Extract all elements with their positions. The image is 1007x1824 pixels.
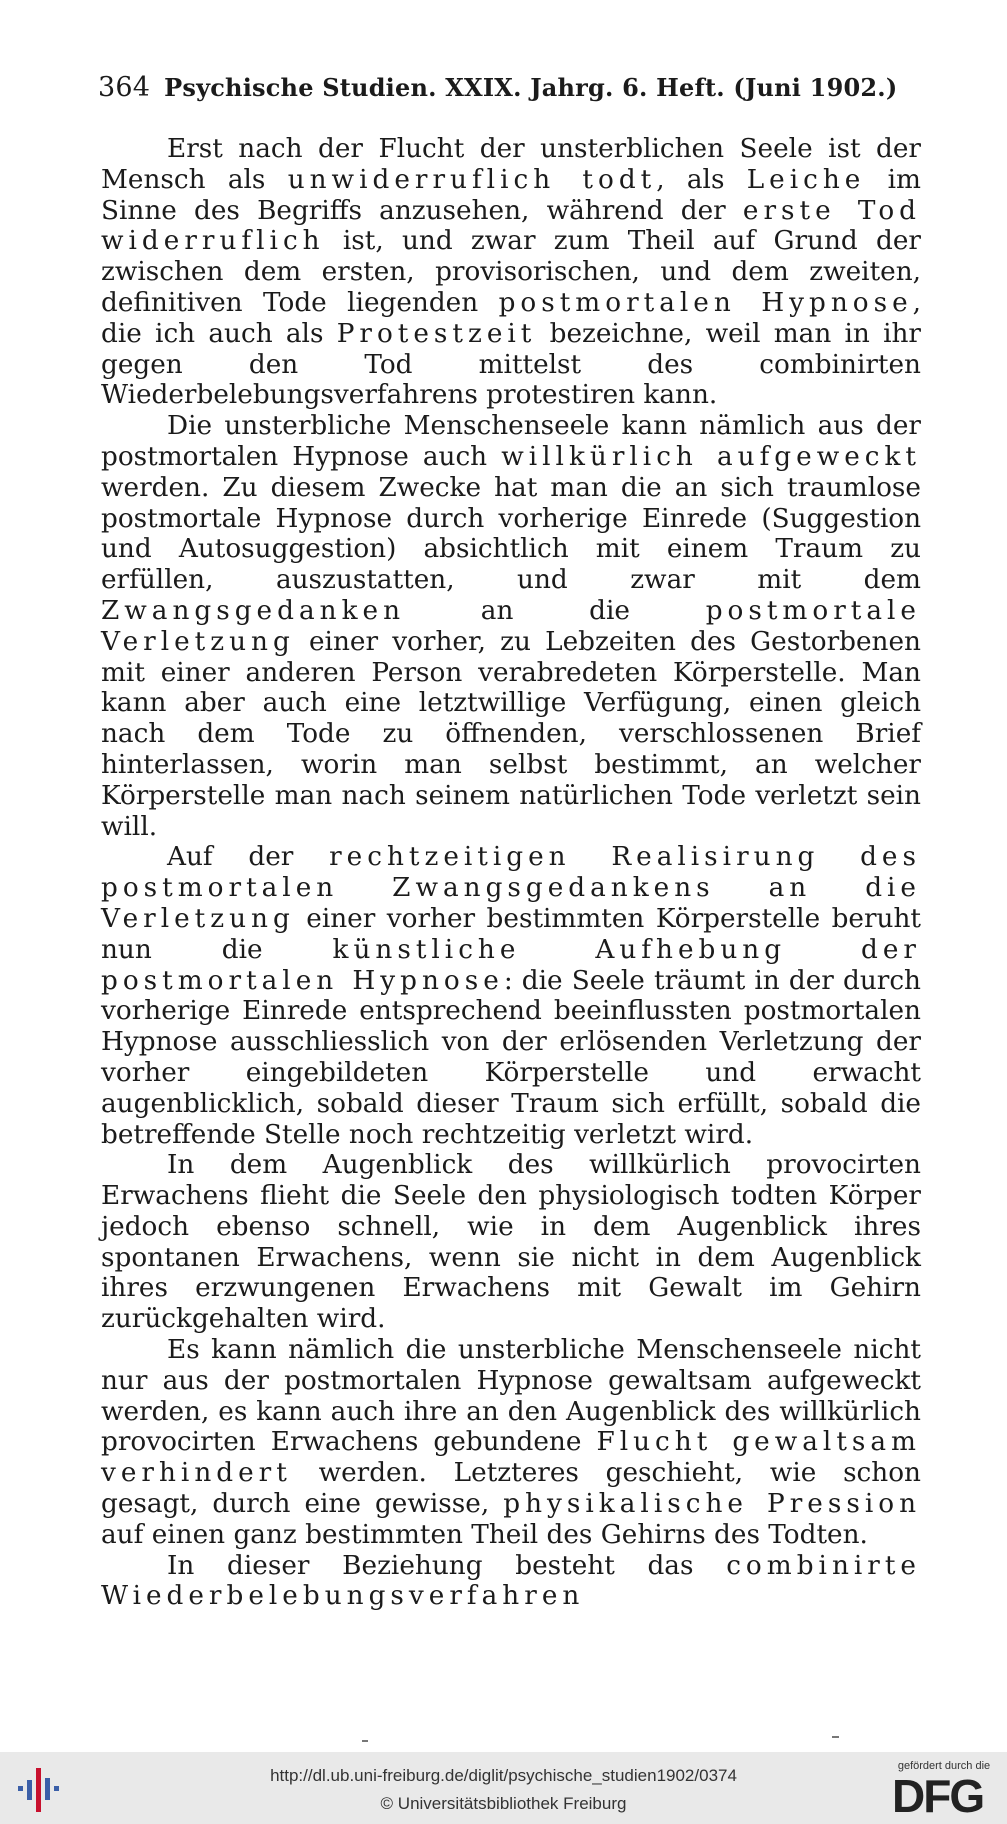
text-run: an die xyxy=(405,595,706,626)
text-run: auf einen ganz bestimmten Theil des Gehirns des Todten. xyxy=(101,1519,868,1550)
text-run: im Sinne des Begriffs anzusehen, während der xyxy=(101,164,921,226)
spaced-emphasis: willkürlich aufgeweckt xyxy=(501,441,921,472)
spaced-emphasis: postmortale Verletzung xyxy=(101,595,921,657)
speck xyxy=(832,1736,839,1738)
spaced-emphasis: Protestzeit xyxy=(336,318,537,349)
spaced-emphasis: combinirte Wiederbelebungsverfahren xyxy=(101,1550,921,1612)
text-run: Auf der xyxy=(167,842,330,873)
funding-note: gefördert durch die xyxy=(897,1760,991,1772)
text-run: : die Seele träumt in der durch vorherige Einrede entsprechend beeinflussten postmortalen Hypnose ausschliesslich von der erlösenden Verletzung der vorher eingebildeten Körperstelle und erwacht augenblicklich, sobald dieser Traum sich erfüllt, sobald die betreffende Stelle noch rechtzeitig verletzt wird. xyxy=(101,965,921,1150)
journal-title: Psychische Studien. XXIX. Jahrg. 6. Heft. (Juni 1902.) xyxy=(164,73,898,102)
text-run: einer vorher, zu Lebzeiten des Gestorbenen mit einer anderen Person verabredeten Körperstelle. Man kann aber auch eine letztwillige Verfügung, einen gleich nach dem Tode zu öffnenden, verschlossenen Brief hinterlassen, worin man selbst bestimmt, an welcher Körperstelle man nach seinem natürlichen Tode verletzt sein will. xyxy=(101,626,921,842)
text-run: einer vorher bestimmten Körperstelle beruht nun die xyxy=(101,903,921,965)
spaced-emphasis: postmortalen Hypnose xyxy=(498,287,913,318)
text-run: werden. Letzteres geschieht, wie schon gesagt, durch eine gewisse, xyxy=(101,1458,921,1520)
text-run: Es kann nämlich die unsterbliche Menschenseele nicht nur aus der postmortalen Hypnose gewaltsam aufgeweckt werden, es kann auch ihre an den Augenblick des willkürlich provocirten Erwachens gebundene xyxy=(101,1335,921,1458)
dfg-logo xyxy=(886,1760,1002,1820)
spaced-emphasis: künstliche Aufhebung der postmortalen Hypnose xyxy=(101,934,921,996)
text-run: ist, und zwar zum Theil auf Grund der zwischen dem ersten, provisorischen, und dem zweiten, definitiven Tode liegenden xyxy=(101,226,921,318)
text-run: Erst nach der Flucht der unsterblichen Seele ist der Mensch als xyxy=(101,134,921,195)
text-run: , als xyxy=(656,164,747,195)
copyright-notice: © Universitätsbibliothek Freiburg xyxy=(380,1794,627,1813)
text-run: werden. Zu diesem Zwecke hat man die an sich traumlose postmortale Hypnose durch vorherige Einrede (Suggestion und Autosuggestion) absichtlich mit einem Traum zu erfüllen, auszustatten, und zwar mit dem xyxy=(101,472,921,596)
library-footer xyxy=(0,1752,1007,1824)
permalink-url[interactable]: http://dl.ub.uni-freiburg.de/diglit/psychische_studien1902/0374 xyxy=(270,1766,737,1785)
text-run: In dieser Beziehung besteht das xyxy=(167,1550,727,1581)
paragraph-4: In dem Augenblick des willkürlich provocirten Erwachens flieht die Seele den physiologisch todten Körper jedoch ebenso schnell, wie in dem Augenblick ihres spontanen Erwachens, wenn sie nicht in dem Augenblick ihres erzwungenen Erwachens mit Gewalt im Gehirn zurückgehalten wird. xyxy=(101,1150,921,1335)
text-run: Die unsterbliche Menschenseele kann nämlich aus der postmortalen Hypnose auch xyxy=(101,411,921,472)
spaced-emphasis: erste Tod widerruflich xyxy=(101,195,921,257)
speck xyxy=(362,1740,368,1742)
spaced-emphasis: Leiche xyxy=(746,164,866,195)
spaced-emphasis: physikalische Pression xyxy=(503,1489,922,1520)
dfg-wordmark: DFG xyxy=(892,1770,984,1822)
page-number: 364 xyxy=(98,72,151,103)
spaced-emphasis: Flucht gewaltsam verhindert xyxy=(101,1427,921,1489)
spaced-emphasis: unwiderruflich todt xyxy=(287,164,657,195)
text-run: bezeichne, weil man in ihr gegen den Tod mittelst des combinirten Wiederbelebungsverfahrens protestiren kann. xyxy=(101,318,921,411)
spaced-emphasis: Zwangsgedanken xyxy=(101,595,406,626)
spaced-emphasis: rechtzeitigen Realisirung des postmortalen Zwangsgedankens an die Verletzung xyxy=(101,842,921,934)
text-run: , die ich auch als xyxy=(101,287,922,349)
